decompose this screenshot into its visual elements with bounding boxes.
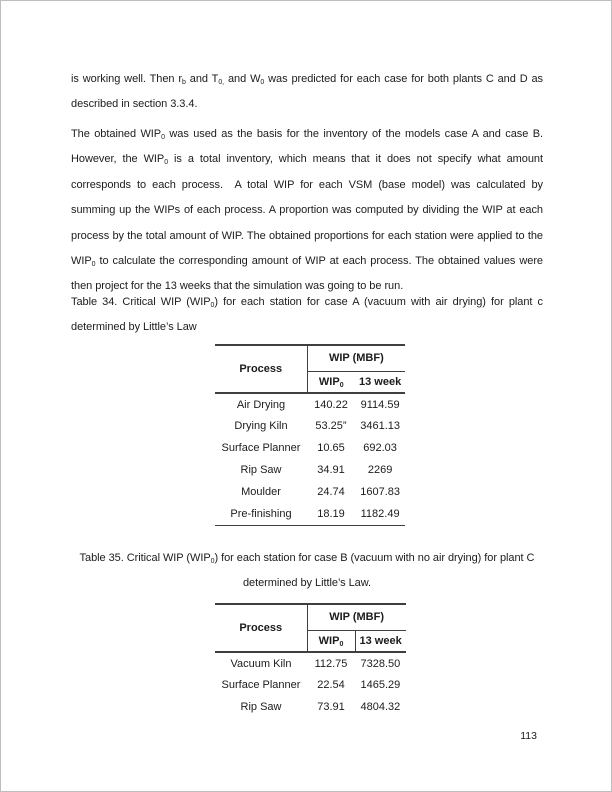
table-cell: Moulder bbox=[241, 486, 281, 498]
subscript-text: 0 bbox=[260, 79, 265, 86]
table-cell: Vacuum Kiln bbox=[230, 657, 292, 670]
text-segment: and T bbox=[185, 73, 219, 85]
table-row bbox=[215, 674, 406, 696]
table-cell: 3461.13 bbox=[360, 420, 400, 432]
table-row bbox=[215, 696, 406, 718]
table-35 bbox=[215, 603, 406, 718]
subscript-text: 0 bbox=[339, 381, 344, 389]
text-segment: was predicted for each case for both plants C and D as described in section 3.3.4. bbox=[71, 73, 544, 111]
subscript-text: 0 bbox=[339, 640, 344, 648]
table-34 bbox=[215, 344, 405, 526]
table-cell: Drying Kiln bbox=[234, 420, 288, 432]
text-segment: Table 35. Critical WIP (WIP bbox=[79, 552, 211, 564]
table-row bbox=[215, 503, 405, 525]
table-34-header-wip0 bbox=[307, 371, 355, 393]
table-cell: 1182.49 bbox=[355, 503, 405, 525]
subscript-text: b bbox=[182, 79, 186, 86]
text-segment: WIP bbox=[318, 375, 340, 388]
text-segment: ) for each station for case A (vacuum with air drying) for plant c determined by Little’s Law bbox=[71, 296, 544, 334]
table-cell: Rip Saw bbox=[240, 464, 282, 476]
table-row bbox=[215, 393, 405, 415]
table-cell: Air Drying bbox=[236, 398, 286, 411]
table-row bbox=[215, 437, 405, 459]
table-34-caption bbox=[71, 290, 543, 341]
table-cell: 9114.59 bbox=[360, 398, 400, 411]
table-cell: 1465.29 bbox=[360, 679, 401, 691]
table-35-header-wip0 bbox=[307, 630, 355, 652]
subscript-text: 0 bbox=[161, 134, 165, 141]
table-34-header-wip-mbf: WIP (MBF) bbox=[307, 345, 405, 371]
table-cell: Rip Saw bbox=[240, 701, 282, 713]
table-cell: 34.91 bbox=[317, 464, 345, 476]
text-segment: The obtained WIP bbox=[71, 128, 162, 140]
subscript-text: 0, bbox=[218, 79, 225, 86]
table-cell: 24.74 bbox=[317, 486, 345, 498]
table-row bbox=[215, 459, 405, 481]
subscript-text: 0 bbox=[210, 302, 215, 309]
table-cell: Surface Planner bbox=[221, 442, 301, 454]
subscript-text: 0 bbox=[210, 558, 215, 565]
paragraph-wip-explanation bbox=[71, 122, 543, 300]
table-34-header-13week: 13 week bbox=[355, 371, 405, 393]
text-segment: to calculate the corresponding amount of WIP at each process. The obtained values were then project for the 13 weeks that the simulation was going to be run. bbox=[71, 255, 543, 293]
table-cell: 22.54 bbox=[317, 679, 345, 691]
table-row bbox=[215, 652, 406, 674]
table-35-header-wip-mbf: WIP (MBF) bbox=[307, 604, 406, 630]
table-cell: 2269 bbox=[367, 464, 393, 476]
table-cell: 7328.50 bbox=[360, 657, 401, 670]
table-cell: 73.91 bbox=[317, 701, 345, 713]
table-row bbox=[215, 415, 405, 437]
table-35-header-process: Process bbox=[215, 604, 307, 652]
table-cell: 1607.83 bbox=[360, 486, 400, 498]
page-number: 113 bbox=[520, 730, 537, 742]
text-segment: is working well. Then r bbox=[71, 73, 183, 85]
table-row bbox=[215, 481, 405, 503]
table-cell: Pre-finishing bbox=[215, 503, 307, 525]
text-segment: ) for each station for case B (vacuum with no air drying) for plant C determined by Little’s Law. bbox=[214, 552, 535, 590]
text-segment: WIP bbox=[318, 634, 340, 647]
subscript-text: 0 bbox=[91, 261, 96, 269]
table-cell: 4804.32 bbox=[360, 701, 401, 713]
text-segment: is a total inventory, which means that it does not specify what amount corresponds to each process. A total WIP for each VSM (base model) was calculated by summing up the WIPs of each process. A proportion was computed by dividing the WIP at each process by the total amount of WIP. The obtained proportions for each station were applied to the WIP bbox=[71, 153, 544, 268]
table-35-header-13week: 13 week bbox=[355, 630, 406, 652]
text-segment: and W bbox=[224, 73, 261, 85]
table-35-caption bbox=[71, 546, 543, 597]
text-segment: was used as the basis for the inventory of the models case A and case B. However, the WIP bbox=[71, 128, 544, 166]
table-35-body bbox=[215, 652, 406, 718]
table-cell: Surface Planner bbox=[221, 679, 301, 691]
text-segment: Table 34. Critical WIP (WIP bbox=[71, 296, 211, 308]
table-cell: 140.22 bbox=[314, 398, 348, 411]
table-34-body bbox=[215, 393, 405, 525]
subscript-text: 0 bbox=[164, 159, 169, 167]
table-cell: 10.65 bbox=[317, 442, 345, 454]
table-cell: 112.75 bbox=[314, 657, 348, 670]
paragraph-intro bbox=[71, 67, 543, 118]
table-cell: 18.19 bbox=[307, 503, 355, 525]
table-cell: 692.03 bbox=[363, 442, 397, 454]
table-cell: 53.25” bbox=[315, 420, 347, 432]
table-34-header-process: Process bbox=[215, 345, 307, 393]
